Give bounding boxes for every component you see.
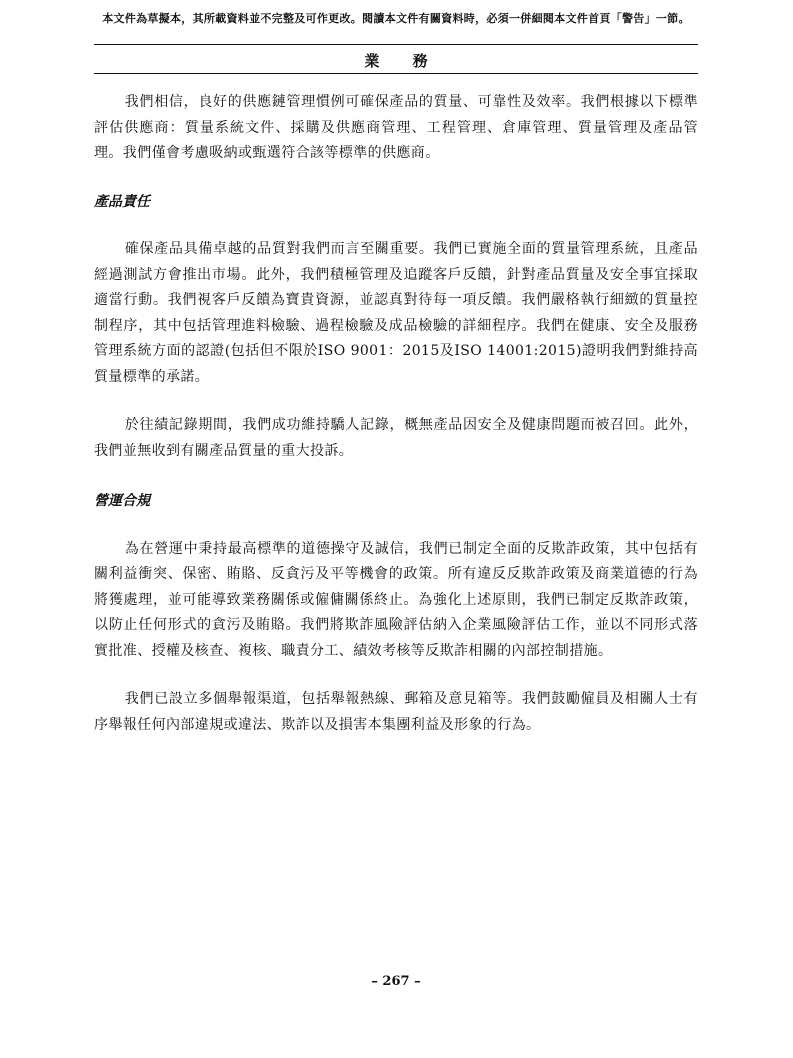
header-rule-bottom xyxy=(94,73,698,74)
page-content xyxy=(94,90,698,738)
heading-compliance: 營運合規 xyxy=(94,493,150,509)
page-number: – 267 – xyxy=(371,974,421,989)
product-liability-paragraph-2: 於往績記錄期間，我們成功維持驕人記錄，概無產品因安全及健康問題而被召回。此外，我們並無收到有關產品質量的重大投訴。 xyxy=(94,417,698,459)
product-liability-paragraph-1: 確保產品具備卓越的品質對我們而言至關重要。我們已實施全面的質量管理系統，且產品經過測試方會推出市場。此外，我們積極管理及追蹤客戶反饋，針對產品質量及安全事宜採取適當行動。我們視客戶反饋為寶貴資源，並認真對待每一項反饋。我們嚴格執行細緻的質量控制程序，其中包括管理進料檢驗、過程檢驗及成品檢驗的詳細程序。我們在健康、安全及服務管理系統方面的認證(包括但不限於ISO 9001：2015及ISO 14001:2015)證明我們對維持高質量標準的承諾。 xyxy=(94,241,698,385)
compliance-paragraph-2: 我們已設立多個舉報渠道，包括舉報熱線、郵箱及意見箱等。我們鼓勵僱員及相關人士有序舉報任何內部違規或違法、欺詐以及損害本集團利益及形象的行為。 xyxy=(94,691,698,733)
header-rule-top xyxy=(94,44,698,45)
section-title: 業 務 xyxy=(364,52,442,70)
heading-product-liability: 產品責任 xyxy=(94,193,150,210)
draft-warning-banner: 本文件為草擬本，其所載資料並不完整及可作更改。閱讀本文件有關資料時，必須一併細閱本文件首頁「警告」一節。 xyxy=(102,12,690,25)
intro-paragraph: 我們相信，良好的供應鏈管理慣例可確保產品的質量、可靠性及效率。我們根據以下標準評估供應商：質量系統文件、採購及供應商管理、工程管理、倉庫管理、質量管理及產品管理。我們僅會考慮吸納或甄選符合該等標準的供應商。 xyxy=(94,94,698,161)
compliance-paragraph-1: 為在營運中秉持最高標準的道德操守及誠信，我們已制定全面的反欺詐政策，其中包括有關利益衝突、保密、賄賂、反貪污及平等機會的政策。所有違反反欺詐政策及商業道德的行為將獲處理，並可能導致業務關係或僱傭關係終止。為強化上述原則，我們已制定反欺詐政策，以防止任何形式的貪污及賄賂。我們將欺詐風險評估納入企業風險評估工作，並以不同形式落實批准、授權及核查、複核、職責分工、績效考核等反欺詐相關的內部控制措施。 xyxy=(94,540,698,659)
